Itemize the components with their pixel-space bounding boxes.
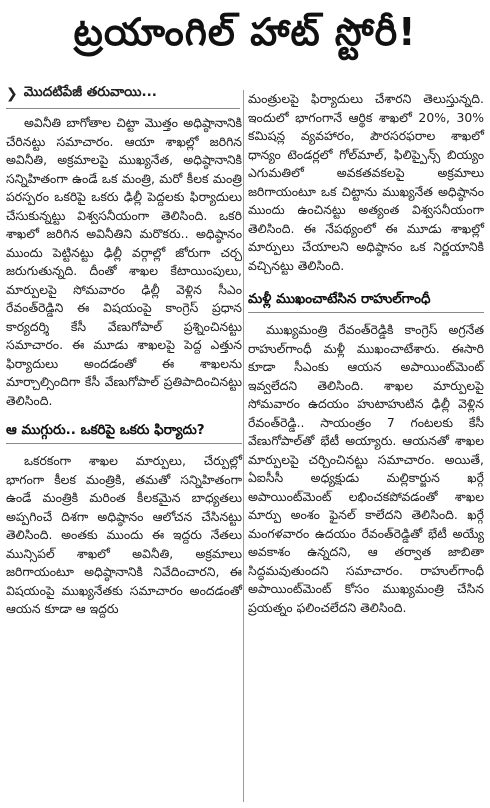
right-column: [248, 90, 484, 617]
right-paragraph-1: మంత్రులపై ఫిర్యాదులు చేశారని తెలుస్తున్నది. ఇందులో భాగంగానే ఆర్థిక శాఖలో 20%, 30% కమిషన్ల వ్యవహారం, పౌరసరఫరాల శాఖలో ధాన్యం టెండర్లలో గోల్‌మాల్, ఫిలిప్పైన్స్ బియ్యం ఎగుమతిలో అవకతవకలపై అక్రమాలు జరిగాయంటూ ఒక చిట్టాను ముఖ్యనేత అధిష్ఠానం ముందు ఉంచినట్టు అత్యంత విశ్వసనీయంగా తెలిసింది. ఈ నేపథ్యంలో ఈ మూడు శాఖల్లో మార్పులు చేయాలని అధిష్ఠానం ఒక నిర్ణయానికి వచ్చినట్టు తెలిసింది.: [248, 91, 484, 273]
headline: ట్రయాంగిల్ హాట్ స్టోరీ!: [73, 10, 417, 54]
kicker-rule: [6, 108, 240, 109]
chevron-right-icon: ❯: [6, 85, 18, 102]
kicker-text: మొదటిపేజీ తరువాయి...: [23, 84, 157, 100]
left-column: [6, 114, 242, 619]
column-divider: [243, 90, 244, 802]
left-subheading-rule: [6, 443, 242, 444]
left-paragraph-1: అవినీతి బాగోతాల చిట్టా మొత్తం అధిష్ఠానానికి చేరినట్టు సమాచారం. ఆయా శాఖల్లో జరిగిన అవినీతి, అక్రమాలపై ముఖ్యనేత, అధిష్ఠానానికి సన్నిహితంగా ఉండే ఒక మంత్రి, మరో కీలక మంత్రి పరస్పరం ఒకరిపై ఒకరు ఢిల్లీ పెద్దలకు ఫిర్యాదులు చేసుకున్నట్టు విశ్వసనీయంగా తెలిసింది. ఒకరి శాఖలో జరిగిన అవినీతిని మరొకరు.. అధిష్ఠానం ముందు పెట్టినట్టు ఢిల్లీ వర్గాల్లో జోరుగా చర్చ జరుగుతున్నది. దీంతో శాఖల కేటాయింపులు, మార్పులపై సోమవారం ఢిల్లీ వెళ్లిన సీఎం రేవంత్‌రెడ్డిని ఈ విషయంపై కాంగ్రెస్ ప్రధాన కార్యదర్శి కేసీ వేణుగోపాల్ ప్రశ్నించినట్టు సమాచారం. ఈ మూడు శాఖలపై పెద్ద ఎత్తున ఫిర్యాదులు అందడంతో ఈ శాఖలను మార్చాల్సిందిగా కేసీ వేణుగోపాల్ ప్రతిపాదించినట్టు తెలిసింది.: [6, 115, 242, 408]
right-subheading: మళ్లీ ముఖంచాటేసిన రాహుల్‌గాంధీ: [248, 291, 431, 307]
right-paragraph-2: ముఖ్యమంత్రి రేవంత్‌రెడ్డికి కాంగ్రెస్ అగ్రనేత రాహుల్‌గాంధీ మళ్లీ ముఖంచాటేశారు. ఈసారి కూడా సీఎంకు ఆయన అపాయింట్‌మెంట్ ఇవ్వలేదని తెలిసింది. శాఖల మార్పులపై సోమవారం ఉదయం హుటాహుటిన ఢిల్లీ వెళ్లిన రేవంత్‌రెడ్డి.. సాయంత్రం 7 గంటలకు కేసీ వేణుగోపాల్‌తో భేటీ అయ్యారు. ఆయనతో శాఖల మార్పులపై చర్చించినట్టు సమాచారం. అయితే, ఏఐసీసీ అధ్యక్షుడు మల్లికార్జున ఖర్గే అపాయింట్‌మెంట్ లభించకపోవడంతో శాఖల మార్పు అంశం ఫైనల్ కాలేదని తెలిసింది. ఖర్గే మంగళవారం ఉదయం రేవంత్‌రెడ్డితో భేటీ అయ్యే అవకాశం ఉన్నదని, ఆ తర్వాత జాబితా సిద్ధమవుతుందని సమాచారం. రాహుల్‌గాంధీ అపాయింట్‌మెంట్ కోసం ముఖ్యమంత్రి చేసిన ప్రయత్నం ఫలించలేదని తెలిసింది.: [248, 322, 484, 615]
left-subheading: ఆ ముగ్గురు.. ఒకరిపై ఒకరు ఫిర్యాదు?: [6, 422, 205, 438]
kicker: [6, 84, 157, 103]
right-subheading-rule: [248, 312, 484, 313]
left-paragraph-2: ఒకరకంగా శాఖల మార్పులు, చేర్పుల్లో భాగంగా కీలక మంత్రికి, తమతో సన్నిహితంగా ఉండే మంత్రికి మరింత కీలకమైన బాధ్యతలు అప్పగించే దిశగా అధిష్ఠానం ఆలోచన చేసినట్టు తెలిసింది. అంతకు ముందు ఈ ఇద్దరు నేతలు మున్సిపల్ శాఖలో అవినీతి, అక్రమాలు జరిగాయంటూ అధిష్ఠానానికి నివేదించారని, ఈ విషయంపై ముఖ్యనేతకు సమాచారం అందడంతో ఆయన కూడా ఆ ఇద్దరు: [6, 453, 242, 616]
